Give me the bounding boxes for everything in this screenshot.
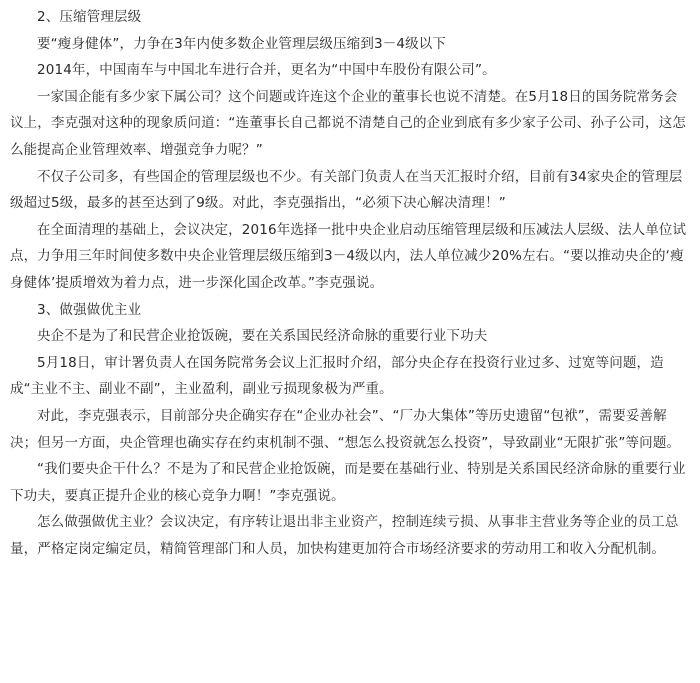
paragraph: 2014年，中国南车与中国北车进行合并，更名为“中国中车股份有限公司”。 (37, 62, 496, 79)
section-subtitle: 央企不是为了和民营企业抢饭碗，要在关系国民经济命脉的重要行业下功夫 (37, 328, 488, 345)
paragraph: 在全面清理的基础上，会议决定，2016年选择一批中央企业启动压缩管理层级和压减法人层级、法人单位试点，力争用三年时间使多数中央企业管理层级压缩到3－4级以内，法人单位减少20%左右。“要以推动央企的‘瘦身健体’提质增效为着力点，进一步深化国企改革。”李克强说。 (10, 221, 687, 291)
paragraph: 一家国企能有多少家下属公司？这个问题或许连这个企业的董事长也说不清楚。在5月18日的国务院常务会议上，李克强对这种的现象质问道：“连董事长自己都说不清楚自己的企业到底有多少家子公司、孙子公司，这怎么能提高企业管理效率、增强竞争力呢？” (10, 88, 686, 158)
section-heading: 3、做强做优主业 (37, 301, 142, 318)
paragraph: 怎么做强做优主业？会议决定，有序转让退出非主业资产，控制连续亏损、从事非主营业务等企业的员工总量，严格定岗定编定员，精简管理部门和人员，加快构建更加符合市场经济要求的劳动用工和收入分配机制。 (10, 514, 679, 557)
paragraph: 5月18日，审计署负责人在国务院常务会议上汇报时介绍，部分央企存在投资行业过多、过宽等问题，造成“主业不主、副业不副”，主业盈利，副业亏损现象极为严重。 (10, 354, 664, 398)
section-subtitle: 要“瘦身健体”，力争在3年内使多数企业管理层级压缩到3－4级以下 (37, 35, 447, 52)
paragraph: 不仅子公司多，有些国企的管理层级也不少。有关部门负责人在当天汇报时介绍，目前有34家央企的管理层级超过5级，最多的甚至达到了9级。对此，李克强指出，“必须下决心解决清理！” (10, 168, 683, 212)
paragraph: “我们要央企干什么？不是为了和民营企业抢饭碗，而是要在基础行业、特别是关系国民经济命脉的重要行业下功夫，要真正提升企业的核心竞争力啊！”李克强说。 (10, 461, 686, 504)
paragraph: 对此，李克强表示，目前部分央企确实存在“企业办社会”、“厂办大集体”等历史遗留“包袱”，需要妥善解决；但另一方面，央企管理也确实存在约束机制不强、“想怎么投资就怎么投资”，导致副业“无限扩张”等问题。 (10, 407, 681, 451)
section-heading: 2、压缩管理层级 (37, 9, 142, 25)
